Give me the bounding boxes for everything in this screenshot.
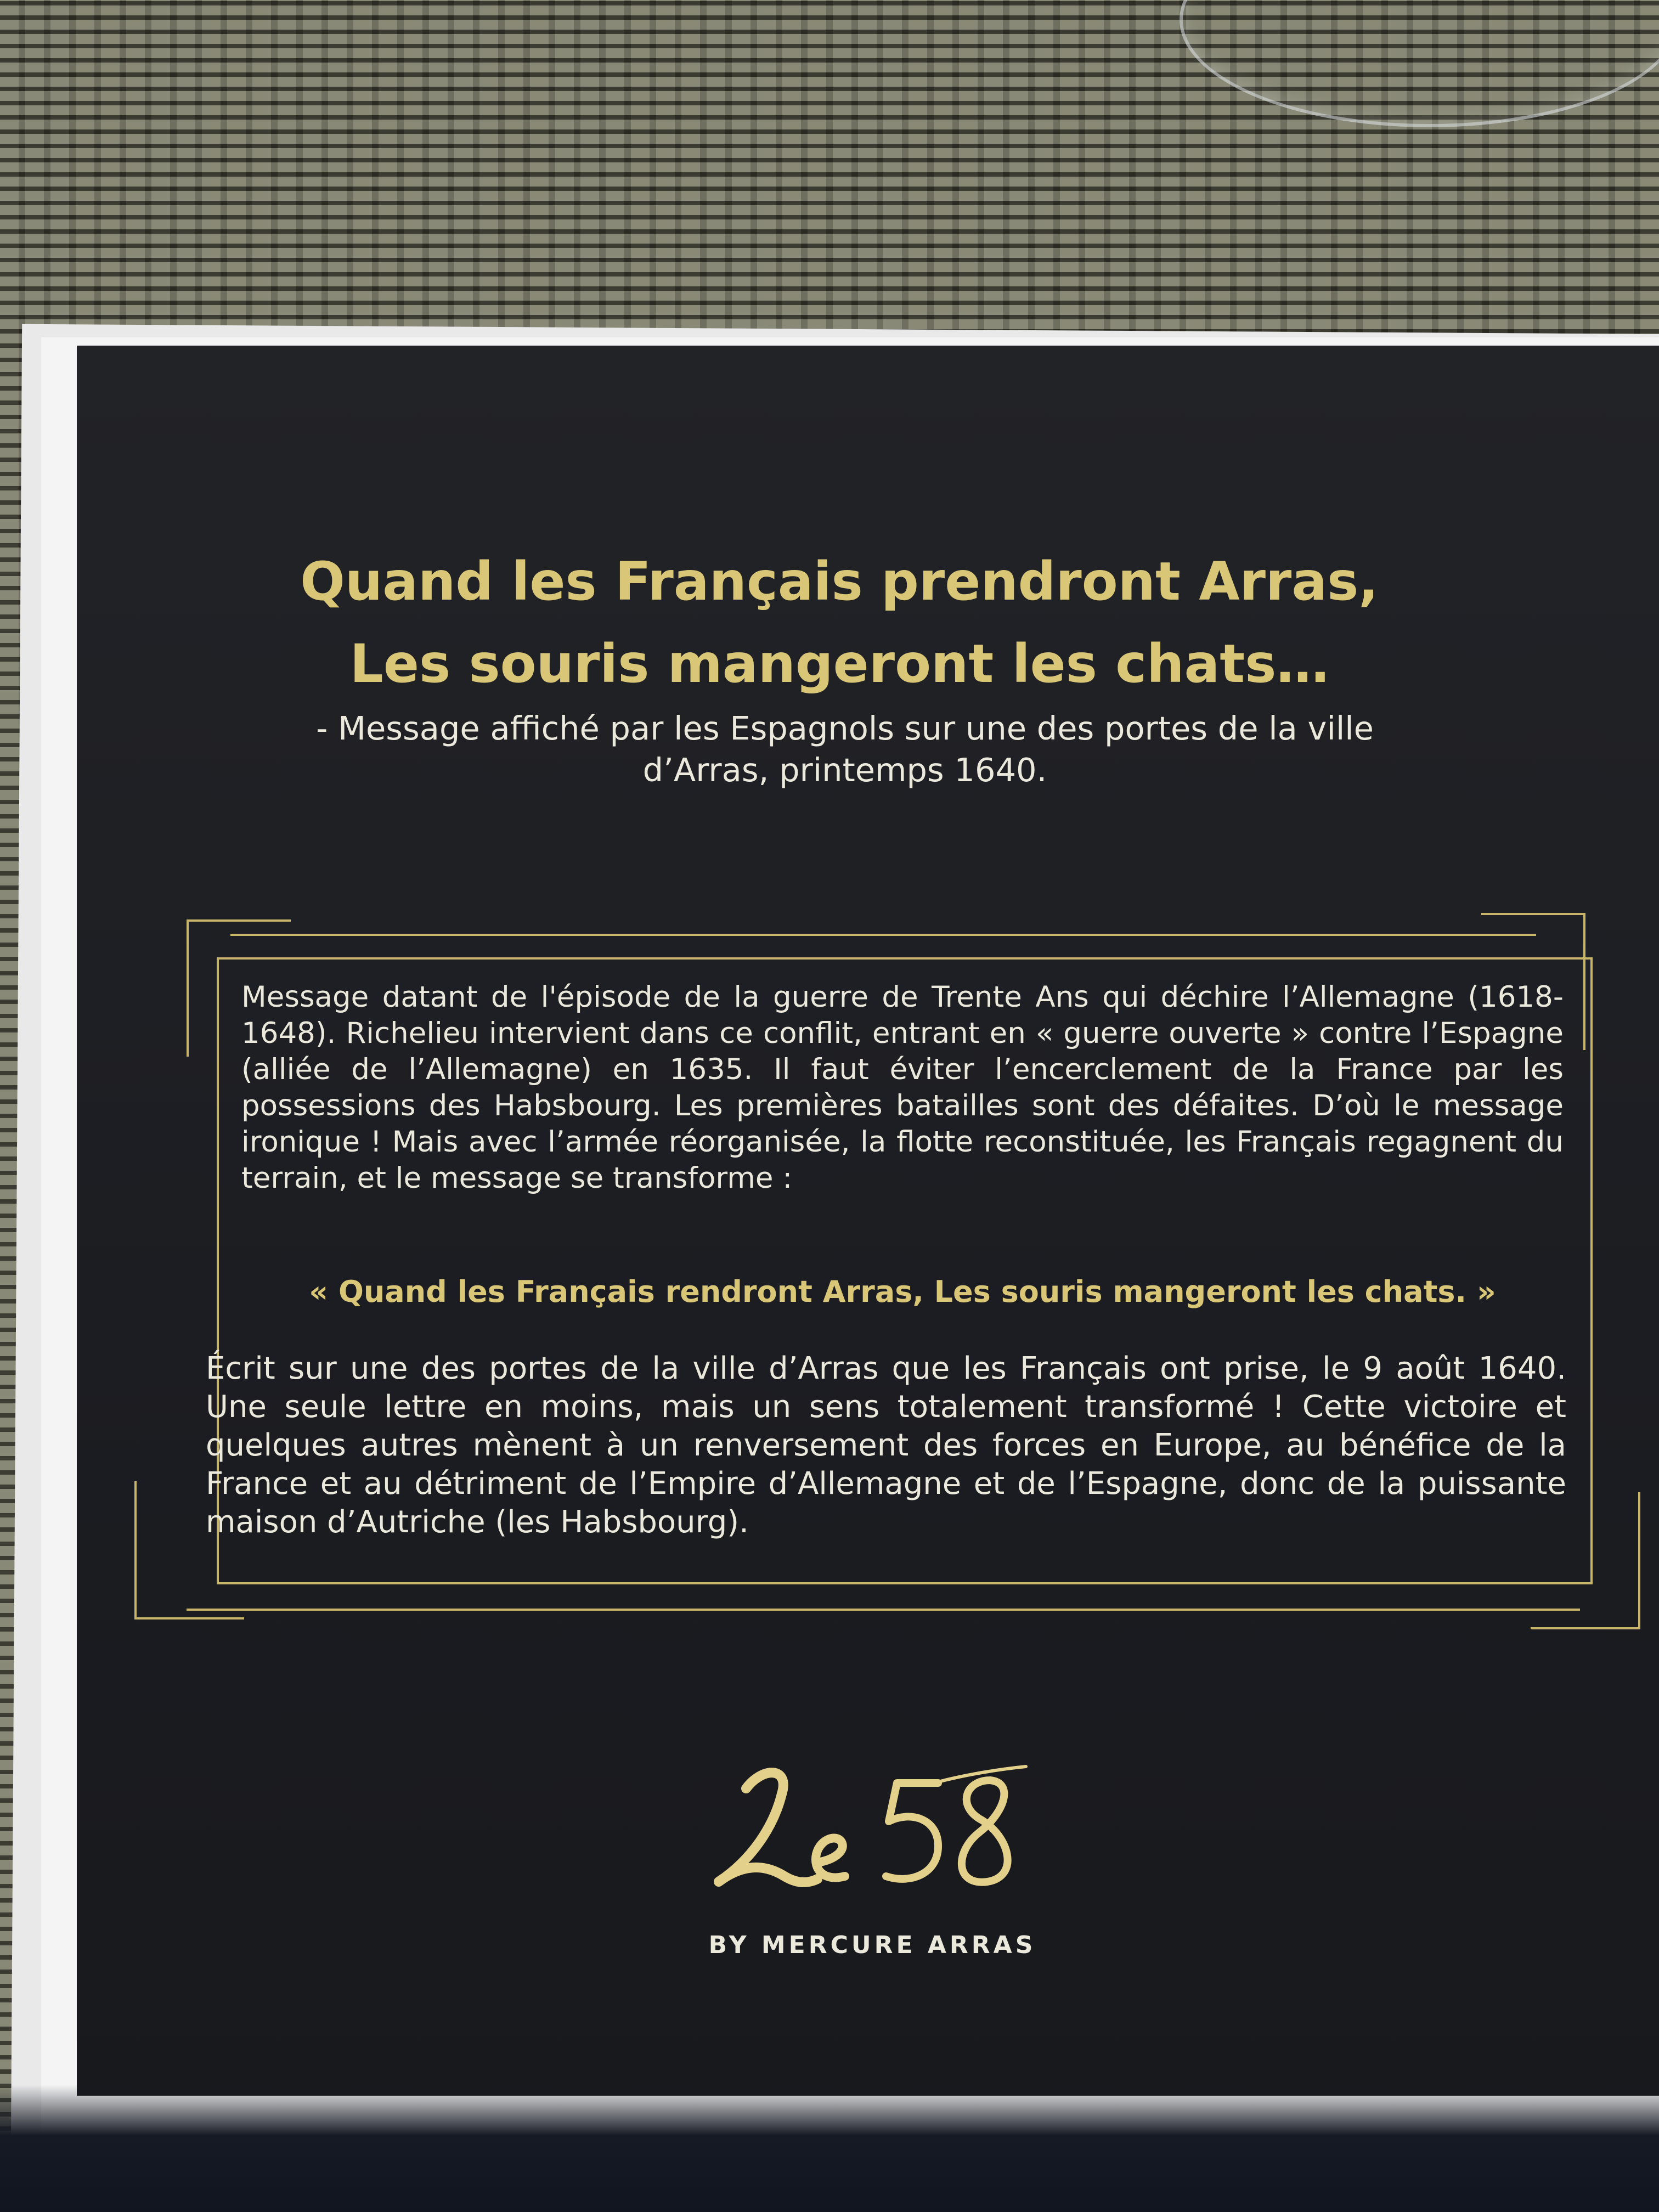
attribution <box>208 708 1481 791</box>
frame-corner-tl-v <box>187 919 189 1057</box>
frame-corner-bl-h <box>134 1617 244 1620</box>
frame-corner-br-h <box>1531 1627 1640 1629</box>
history-paragraph-1: Message datant de l'épisode de la guerre de Trente Ans qui déchire l’Allemagne (1618-1648). Richelieu intervient dans ce conflit, entrant en « guerre ouverte » contre l’Espagne (alliée de l’Allemagne) en 1635. Il faut éviter l’encerclement de la France par les possessions des Habsbourg. Les premières batailles sont des défaites. D’où le message ironique ! Mais avec l’armée réorganisée, la flotte reconstituée, les Français regagnent du terrain, et le message se transforme : <box>241 980 1564 1195</box>
brand-tagline: BY MERCURE ARRAS <box>708 1931 1036 1959</box>
headline-line-2: Les souris mangeront les chats… <box>349 633 1329 695</box>
attribution-line-1: - Message affiché par les Espagnols sur une des portes de la ville <box>316 709 1374 747</box>
attribution-line-2: d’Arras, printemps 1640. <box>642 751 1047 789</box>
frame-corner-bl-v <box>134 1481 137 1620</box>
le-58-logo <box>680 1745 1064 1909</box>
transformed-quote: « Quand les Français rendront Arras, Les souris mangeront les chats. » <box>309 1274 1496 1309</box>
frame-top-rule <box>230 934 1536 936</box>
frame-corner-tl-h <box>187 919 291 922</box>
frame-corner-tr-v <box>1583 913 1585 1050</box>
headline-line-1: Quand les Français prendront Arras, <box>300 551 1379 612</box>
history-paragraph-2: Écrit sur une des portes de la ville d’Arras que les Français ont prise, le 9 août 1640. Une seule lettre en moins, mais un sens totalement transformé ! Cette victoire et quelques autres mènent à un renversement des forces en Europe, au bénéfice de la France et au détriment de l’Empire d’Allemagne et de l’Espagne, donc de la puissante maison d’Autriche (les Habsbourg). <box>206 1351 1566 1540</box>
frame-corner-br-v <box>1638 1492 1640 1629</box>
frame-bottom-rule <box>187 1609 1580 1611</box>
headline <box>165 540 1514 705</box>
frame-corner-tr-h <box>1481 913 1585 915</box>
foreground-shadow <box>0 2085 1659 2212</box>
